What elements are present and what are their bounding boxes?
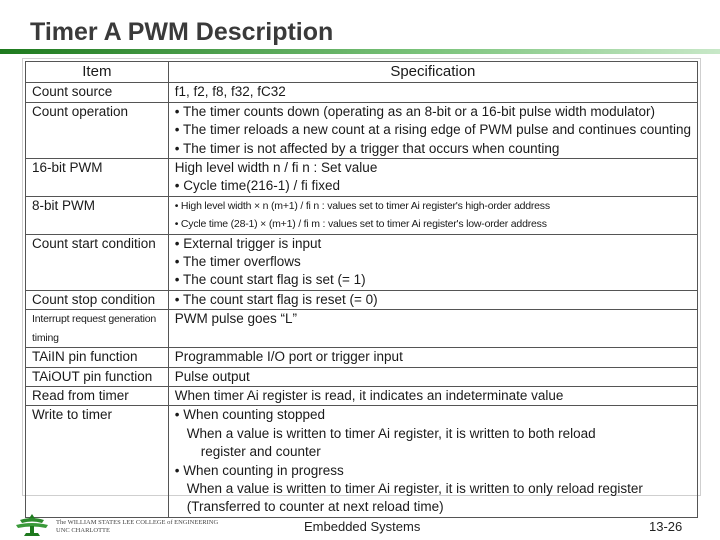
college-line-1: The WILLIAM STATES LEE COLLEGE of ENGINEERING xyxy=(56,519,219,526)
row-item: 8-bit PWM xyxy=(26,196,169,234)
spec-line: register and counter xyxy=(200,444,321,460)
row-spec xyxy=(168,234,697,290)
spec-line: When timer Ai register is read, it indicates an indeterminate value xyxy=(174,387,564,403)
spec-line: • The timer is not affected by a trigger that occurs when counting xyxy=(174,140,560,156)
footer xyxy=(0,508,720,540)
table-row xyxy=(26,348,698,367)
row-spec xyxy=(168,348,697,367)
row-spec xyxy=(168,196,697,234)
table-row xyxy=(26,83,698,102)
spec-line: • High level width × n (m+1) / fi n : values set to timer Ai register's high-order address xyxy=(174,199,550,212)
table-row xyxy=(26,290,698,309)
table-row xyxy=(26,196,698,234)
table-row xyxy=(26,234,698,290)
row-item: 16-bit PWM xyxy=(26,159,169,197)
row-item: Count operation xyxy=(26,102,169,158)
row-spec xyxy=(168,83,697,102)
spec-line: • When counting stopped xyxy=(174,407,326,423)
spec-line: f1, f2, f8, f32, fC32 xyxy=(174,84,286,100)
table-row xyxy=(26,406,698,517)
header-spec: Specification xyxy=(168,62,697,83)
row-spec xyxy=(168,386,697,405)
spec-line: PWM pulse goes “L” xyxy=(174,311,298,327)
page-number: 13-26 xyxy=(649,519,683,534)
row-item: Read from timer xyxy=(26,386,169,405)
spec-line: • External trigger is input xyxy=(174,235,322,251)
row-item: Count stop condition xyxy=(26,290,169,309)
spec-line: • The timer overflows xyxy=(174,254,301,270)
college-line-2: UNC CHARLOTTE xyxy=(56,527,110,534)
row-spec xyxy=(168,290,697,309)
row-spec xyxy=(168,310,697,348)
row-item: Interrupt request generation timing xyxy=(26,310,169,348)
row-item: Write to timer xyxy=(26,406,169,517)
spec-table xyxy=(25,61,698,518)
table-row xyxy=(26,159,698,197)
college-logo-icon xyxy=(12,512,52,538)
table-row xyxy=(26,367,698,386)
spec-line: Programmable I/O port or trigger input xyxy=(174,349,403,365)
row-item: Count source xyxy=(26,83,169,102)
row-item: TAiIN pin function xyxy=(26,348,169,367)
spec-line: When a value is written to timer Ai register, it is written to both reload xyxy=(186,425,596,441)
spec-line: • The timer reloads a new count at a rising edge of PWM pulse and continues counting xyxy=(174,122,691,138)
footer-course-title: Embedded Systems xyxy=(304,519,421,534)
spec-line: High level width n / fi n : Set value xyxy=(174,160,378,176)
spec-line: • Cycle time(216-1) / fi fixed xyxy=(174,178,340,194)
spec-table-frame xyxy=(22,58,701,515)
spec-line: Pulse output xyxy=(174,368,250,384)
row-spec xyxy=(168,159,697,197)
row-item: Count start condition xyxy=(26,234,169,290)
table-row xyxy=(26,102,698,158)
header-item: Item xyxy=(26,62,169,83)
table-header-row xyxy=(26,62,698,83)
title-divider xyxy=(0,49,720,54)
spec-line: • The timer counts down (operating as an 8-bit or a 16-bit pulse width modulator) xyxy=(174,103,655,119)
row-spec xyxy=(168,102,697,158)
row-item: TAiOUT pin function xyxy=(26,367,169,386)
spec-line: • When counting in progress xyxy=(174,462,344,478)
page-title: Timer A PWM Description xyxy=(30,18,334,46)
table-row xyxy=(26,386,698,405)
spec-line: • Cycle time (28-1) × (m+1) / fi m : values set to timer Ai register's low-order address xyxy=(174,218,547,231)
spec-line: • The count start flag is reset (= 0) xyxy=(174,291,378,307)
spec-line: • The count start flag is set (= 1) xyxy=(174,272,366,288)
college-name xyxy=(56,519,218,535)
table-row xyxy=(26,310,698,348)
spec-line: When a value is written to timer Ai register, it is written to only reload register xyxy=(186,480,643,496)
row-spec xyxy=(168,367,697,386)
row-spec xyxy=(168,406,697,517)
spec-line: (Transferred to counter at next reload time) xyxy=(186,499,444,515)
